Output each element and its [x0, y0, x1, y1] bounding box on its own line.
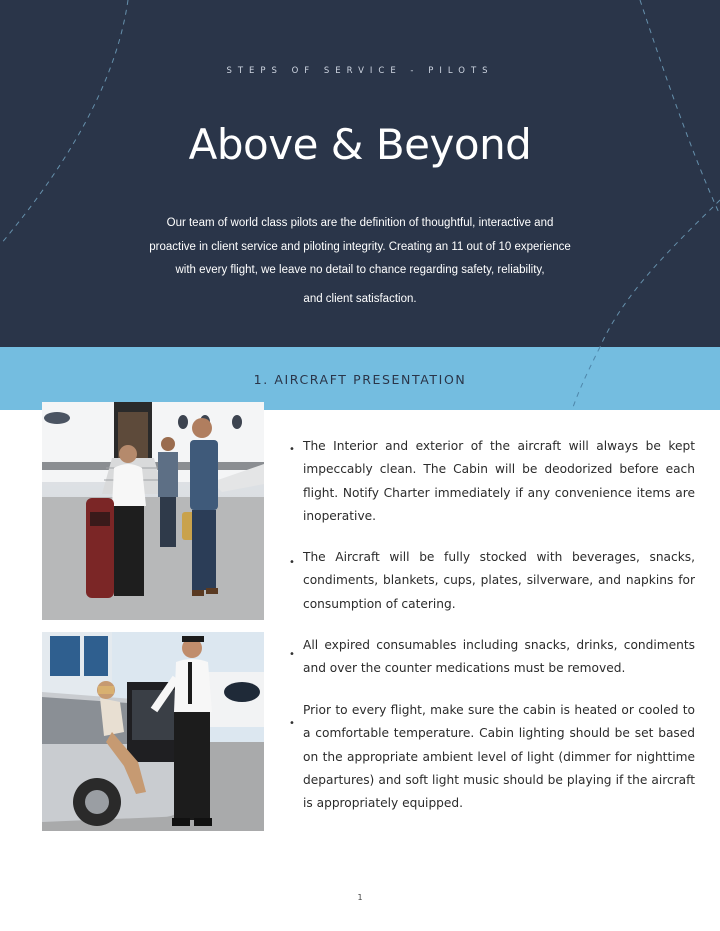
- intro-line: with every flight, we leave no detail to chance regarding safety, reliability,: [175, 264, 545, 276]
- body-paragraph: The Aircraft will be fully stocked with beverages, snacks, condiments, blankets, cups, plates, silverware, and napkins for consumption of catering.: [303, 550, 695, 611]
- photo-pilot-assisting-passenger-limo-icon: [42, 632, 264, 831]
- intro-line: Our team of world class pilots are the definition of thoughtful, interactive and: [166, 217, 554, 229]
- bullet-marker: •: [289, 557, 295, 568]
- intro-line: and client satisfaction.: [303, 292, 417, 305]
- intro-line: proactive in client service and piloting integrity. Creating an 11 out of 10 experience: [149, 240, 571, 253]
- bullet-marker: •: [289, 718, 295, 729]
- intro-text: [120, 212, 600, 311]
- hero-banner: [0, 0, 720, 347]
- body-paragraph: All expired consumables including snacks, drinks, condiments and over the counter medications must be removed.: [303, 638, 695, 676]
- page-title: Above & Beyond: [188, 120, 532, 169]
- section-heading-band: [0, 347, 720, 410]
- section-heading: 1. AIRCRAFT PRESENTATION: [253, 372, 467, 387]
- body-paragraph: Prior to every flight, make sure the cabin is heated or cooled to a comfortable temperature. Cabin lighting should be set based on the appropriate ambient level of light (dimmer for nighttime departures) and soft light music should be playing if the aircraft is appropriately equipped.: [303, 703, 695, 811]
- bullet-marker: •: [289, 444, 295, 455]
- page-number: 1: [357, 893, 363, 902]
- bullet-marker: •: [289, 649, 295, 660]
- photo-pilot-boarding-passengers-icon: [42, 402, 264, 620]
- body-paragraph: The Interior and exterior of the aircraft will always be kept impeccably clean. The Cabin will be deodorized before each flight. Notify Charter immediately if any convenience items are inoperative.: [303, 439, 695, 523]
- document-eyebrow: STEPS OF SERVICE - PILOTS: [226, 66, 494, 76]
